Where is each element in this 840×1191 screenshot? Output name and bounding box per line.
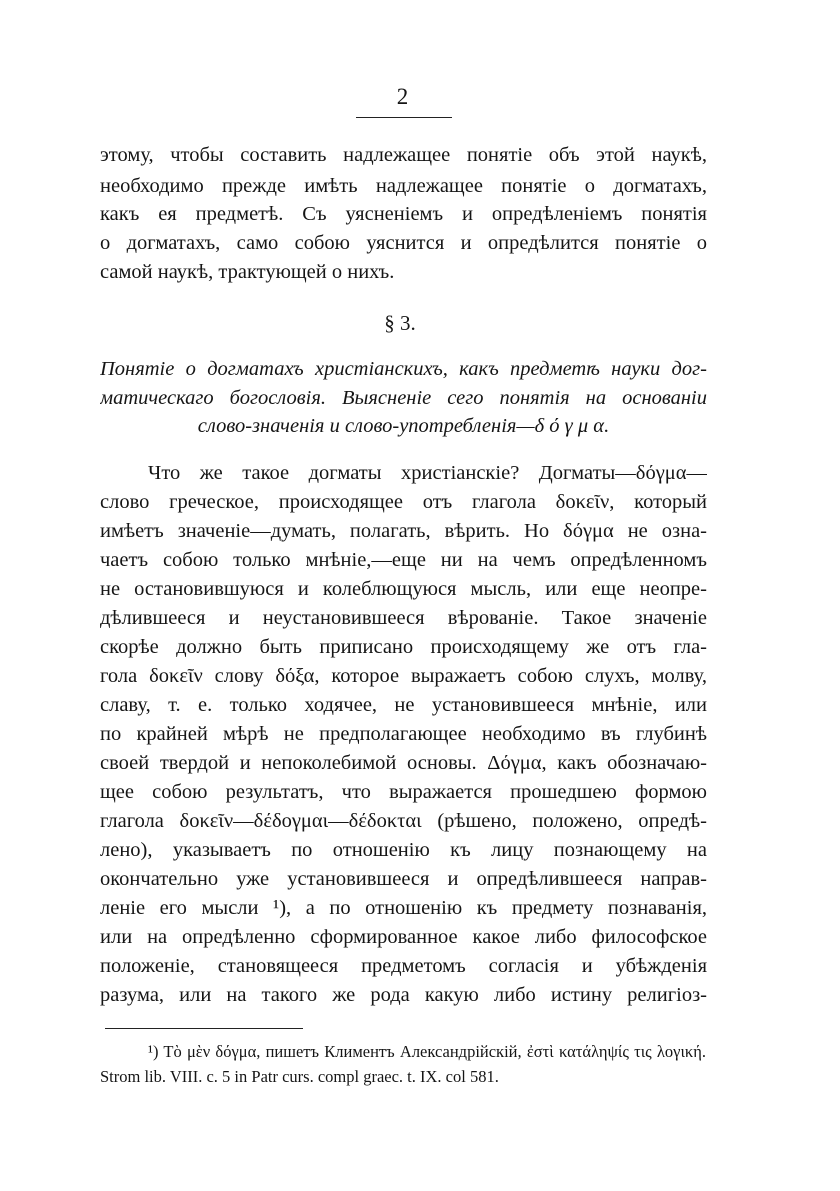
page-number: 2 [396, 84, 409, 109]
body-line-10: по крайней мѣрѣ не предполагающее необходимо въ глубинѣ [100, 723, 707, 745]
footnote-line-2: Strom lib. VIII. c. 5 in Patr curs. compl graec. t. IX. col 581. [100, 1067, 499, 1086]
section-heading-line-1: Понятіе о догматахъ христіанскихъ, какъ предметѣ науки дог- [100, 358, 707, 380]
section-heading-line-2: матическаго богословія. Выясненіе сего понятія на основаніи [100, 387, 707, 409]
footnote-line-1: ¹) Τὸ μὲν δόγμα, пишетъ Климентъ Александрійскій, ἐστὶ κατάληψίς τις λογική. [148, 1042, 706, 1061]
intro-line-3: какъ ея предметѣ. Съ уясненіемъ и опредѣленіемъ понятія [100, 203, 707, 225]
body-line-17: или на опредѣленно сформированное какое либо философское [100, 926, 707, 948]
intro-line-2: необходимо прежде имѣть надлежащее понятіе о догматахъ, [100, 175, 707, 197]
body-line-15: окончательно уже установившееся и опредѣлившееся направ- [100, 868, 707, 890]
body-line-1: Что же такое догматы христіанскіе? Догматы—δόγμα— [148, 462, 707, 484]
body-line-13: глагола δοκεῖν—δέδογμαι—δέδοκται (рѣшено, положено, опредѣ- [100, 810, 707, 832]
body-line-2: слово греческое, происходящее отъ глагола δοκεῖν, который [100, 491, 707, 513]
body-line-7: скорѣе должно быть приписано происходящему же отъ гла- [100, 636, 707, 658]
body-line-3: имѣетъ значеніе—думать, полагать, вѣрить. Но δόγμα не озна- [100, 520, 707, 542]
intro-line-1: этому, чтобы составить надлежащее понятіе объ этой наукѣ, [100, 144, 707, 166]
body-line-19: разума, или на такого же рода какую либо истину религіоз- [100, 984, 707, 1006]
body-line-11: своей твердой и непоколебимой основы. Δόγμα, какъ обозначаю- [100, 752, 707, 774]
body-line-5: не остановившуюся и колеблющуюся мысль, или еще неопре- [100, 578, 707, 600]
section-heading-line-3: слово-значенія и слово-употребленія—δ ό γ μ α. [197, 415, 610, 437]
intro-line-4: о догматахъ, само собою уяснится и опредѣлится понятіе о [100, 232, 707, 254]
body-line-4: чаетъ собою только мнѣніе,—еще ни на чемъ опредѣленномъ [100, 549, 707, 571]
body-line-6: дѣлившееся и неустановившееся вѣрованіе. Такое значеніе [100, 607, 707, 629]
body-line-16: леніе его мысли ¹), а по отношенію къ предмету познаванія, [100, 897, 707, 919]
body-line-8: гола δοκεῖν слову δόξα, которое выражаетъ собою слухъ, молву, [100, 665, 707, 687]
body-line-12: щее собою результатъ, что выражается прошедшею формою [100, 781, 707, 803]
section-mark: § 3. [384, 311, 416, 335]
intro-line-5: самой наукѣ, трактующей о нихъ. [100, 261, 395, 283]
body-line-18: положеніе, становящееся предметомъ согласія и убѣжденія [100, 955, 707, 977]
footnote-rule [105, 1028, 303, 1029]
page-number-rule [356, 117, 452, 118]
body-line-9: славу, т. е. только ходячее, не установившееся мнѣніе, или [100, 694, 707, 716]
body-line-14: лено), указываетъ по отношенію къ лицу познающему на [100, 839, 707, 861]
